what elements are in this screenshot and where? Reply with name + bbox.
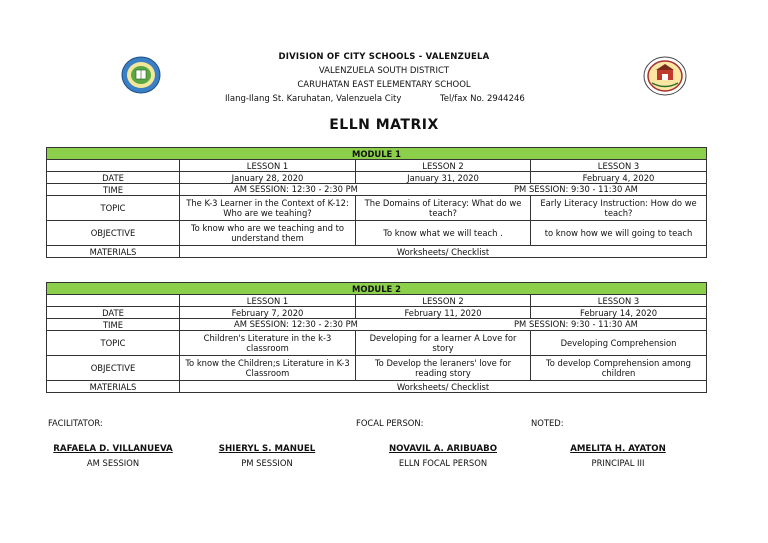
signatory-role: PM SESSION (241, 458, 293, 468)
row-label-time: TIME (47, 319, 180, 331)
lesson-objective: To know what we will teach . (356, 221, 531, 246)
module-2-table (46, 282, 707, 393)
module-title: MODULE 2 (47, 283, 707, 295)
lesson-date: January 31, 2020 (356, 172, 531, 184)
page-title: ELLN MATRIX (329, 117, 439, 133)
session-times (180, 184, 707, 196)
lesson-objective: To know the Children;s Literature in K-3 Classroom (180, 356, 356, 381)
signatory-name: AMELITA H. AYATON (570, 444, 666, 454)
row-label-date: DATE (47, 307, 180, 319)
row-label-materials: MATERIALS (47, 381, 180, 393)
signatory-name: NOVAVIL A. ARIBUABO (388, 444, 498, 454)
lesson-date: February 4, 2020 (531, 172, 707, 184)
row-label-time: TIME (47, 184, 180, 196)
session-times (180, 319, 707, 331)
lesson-topic: Developing for a learner A Love for story (356, 331, 531, 356)
lesson-header: LESSON 2 (356, 160, 531, 172)
lesson-materials: Worksheets/ Checklist (180, 381, 707, 393)
signatory-role: PRINCIPAL III (591, 458, 645, 468)
lesson-topic: Children's Literature in the k-3 classroom (180, 331, 356, 356)
row-label-objective: OBJECTIVE (47, 221, 180, 246)
lesson-topic: The K-3 Learner in the Context of K-12: Who are we teahing? (180, 196, 356, 221)
signatory-role: AM SESSION (86, 458, 140, 468)
lesson-header: LESSON 2 (356, 295, 531, 307)
facilitator-label: FACILITATOR: (48, 418, 103, 428)
lesson-topic: Developing Comprehension (531, 331, 707, 356)
row-label-topic: TOPIC (47, 331, 180, 356)
lesson-materials: Worksheets/ Checklist (180, 246, 707, 258)
school-address: Ilang-Ilang St. Karuhatan, Valenzuela City (225, 94, 402, 104)
lesson-date: January 28, 2020 (180, 172, 356, 184)
lesson-date: February 7, 2020 (180, 307, 356, 319)
signatory-name: SHIERYL S. MANUEL (218, 444, 316, 454)
row-label-topic: TOPIC (47, 196, 180, 221)
pm-session-time: PM SESSION: 9:30 - 11:30 AM (514, 319, 638, 329)
lesson-date: February 14, 2020 (531, 307, 707, 319)
lesson-date: February 11, 2020 (356, 307, 531, 319)
lesson-objective: To know who are we teaching and to understand them (180, 221, 356, 246)
row-label-date: DATE (47, 172, 180, 184)
am-session-time: AM SESSION: 12:30 - 2:30 PM (234, 319, 358, 329)
division-name: DIVISION OF CITY SCHOOLS - VALENZUELA (278, 52, 490, 62)
focal-person-label: FOCAL PERSON: (356, 418, 424, 428)
module-1-table (46, 147, 707, 258)
module-title: MODULE 1 (47, 148, 707, 160)
noted-label: NOTED: (531, 418, 564, 428)
lesson-header: LESSON 3 (531, 160, 707, 172)
district-name: VALENZUELA SOUTH DISTRICT (318, 66, 450, 76)
lesson-objective: To Develop the leraners' love for reading story (356, 356, 531, 381)
lesson-topic: The Domains of Literacy: What do we teach? (356, 196, 531, 221)
signatory-name: RAFAELA D. VILLANUEVA (53, 444, 173, 454)
row-label-materials: MATERIALS (47, 246, 180, 258)
school-header (0, 50, 768, 106)
lesson-objective: to know how we will going to teach (531, 221, 707, 246)
lesson-header: LESSON 1 (180, 295, 356, 307)
school-name: CARUHATAN EAST ELEMENTARY SCHOOL (297, 80, 471, 90)
school-telfax: Tel/fax No. 2944246 (440, 94, 525, 104)
lesson-objective: To develop Comprehension among children (531, 356, 707, 381)
pm-session-time: PM SESSION: 9:30 - 11:30 AM (514, 184, 638, 194)
lesson-header: LESSON 3 (531, 295, 707, 307)
signatory-role: ELLN FOCAL PERSON (398, 458, 488, 468)
row-label-objective: OBJECTIVE (47, 356, 180, 381)
lesson-header: LESSON 1 (180, 160, 356, 172)
lesson-topic: Early Literacy Instruction: How do we teach? (531, 196, 707, 221)
am-session-time: AM SESSION: 12:30 - 2:30 PM (234, 184, 358, 194)
